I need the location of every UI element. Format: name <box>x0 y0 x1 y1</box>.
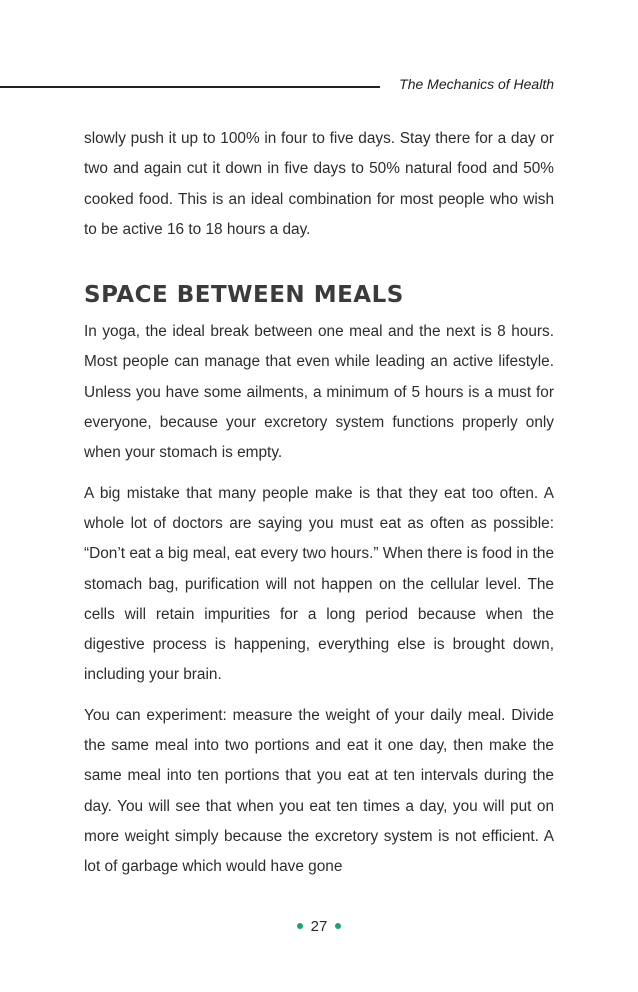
page-number: 27 <box>310 918 328 935</box>
bullet-dot-left-icon <box>297 923 303 929</box>
body-paragraph-3: You can experiment: measure the weight of your daily meal. Divide the same meal into two portions and eat it one day, then make the same meal into ten portions that you eat at ten intervals during the day. You will see that when you eat ten times a day, you will put on more weight simply because the excretory system is not efficient. A lot of garbage which would have gone <box>84 706 554 876</box>
page-body <box>84 124 554 883</box>
body-paragraph-1: In yoga, the ideal break between one meal and the next is 8 hours. Most people can manage that even while leading an active lifestyle. Unless you have some ailments, a minimum of 5 hours is a must for everyone, because your excretory system functions properly only when your stomach is empty. <box>84 323 554 462</box>
running-title: The Mechanics of Health <box>399 76 554 92</box>
page-folio <box>0 918 638 935</box>
continued-paragraph: slowly push it up to 100% in four to five days. Stay there for a day or two and again cut it down in five days to 50% natural food and 50% cooked food. This is an ideal combination for most people who wish to be active 16 to 18 hours a day. <box>84 130 554 238</box>
body-paragraph-2: A big mistake that many people make is that they eat too often. A whole lot of doctors are saying you must eat as often as possible: “Don’t eat a big meal, eat every two hours.” When there is food in the stomach bag, purification will not happen on the cellular level. The cells will retain impurities for a long period because when the digestive process is happening, everything else is brought down, including your brain. <box>84 484 554 684</box>
bullet-dot-right-icon <box>335 923 341 929</box>
header-rule <box>0 86 380 88</box>
section-heading: SPACE BETWEEN MEALS <box>84 282 404 309</box>
